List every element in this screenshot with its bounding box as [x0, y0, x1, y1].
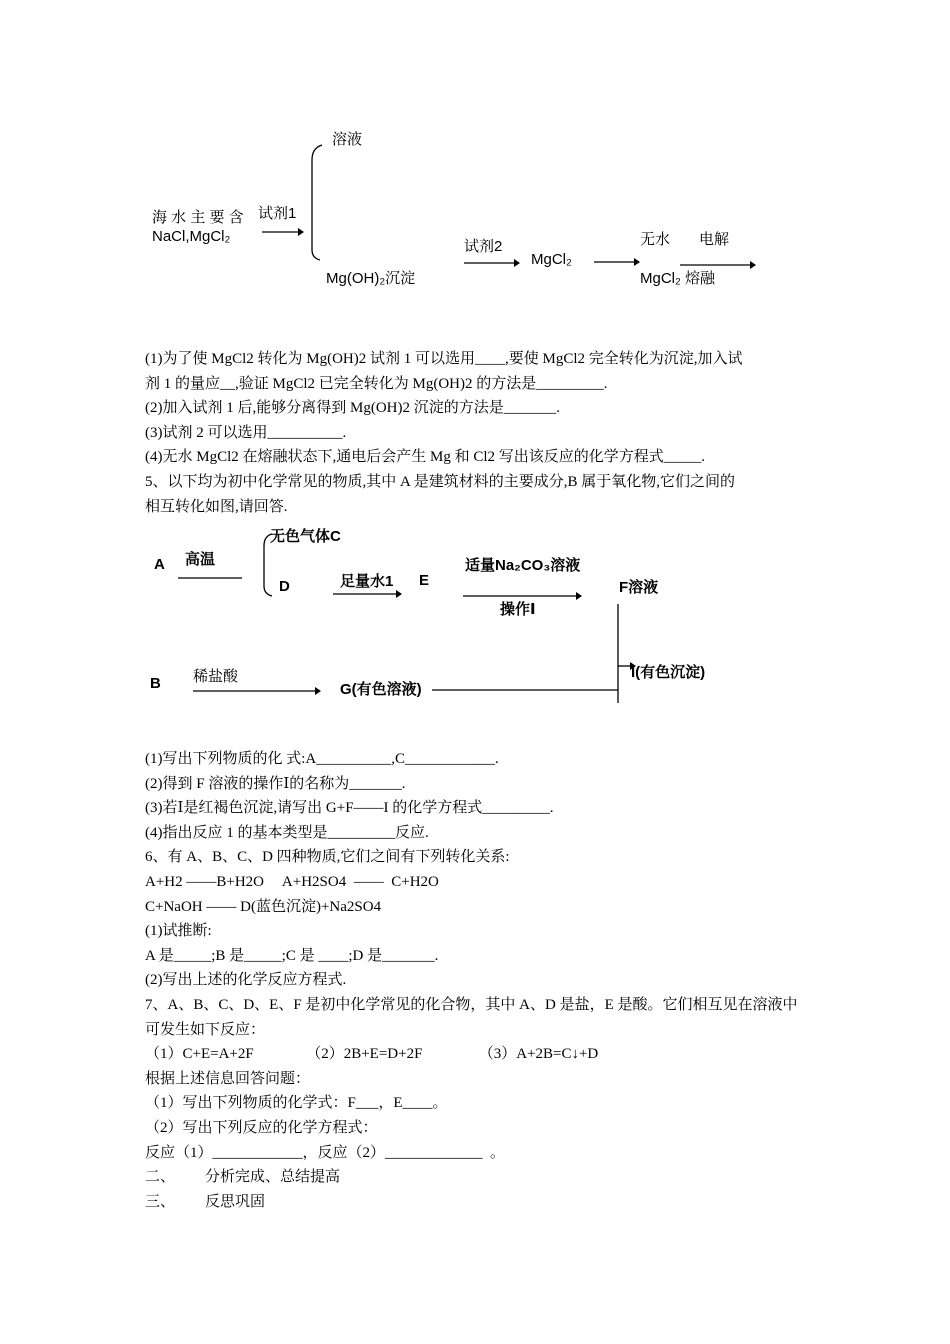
text-line: （2）写出下列反应的化学方程式： — [145, 1119, 378, 1136]
label-B: B — [150, 675, 161, 692]
label-water1: 足量水1 — [340, 573, 394, 590]
text-line: A+H2 ——B+H2O A+H2SO4 —— C+H2O — [145, 873, 439, 890]
text-line: 6、有 A、B、C、D 四种物质,它们之间有下列转化关系: — [145, 849, 510, 866]
label-precipitate: Mg(OH)₂沉淀 — [326, 270, 416, 287]
text-line: 5、以下均为初中化学常见的物质,其中 A 是建筑材料的主要成分,B 属于氧化物,它们之间的 — [145, 473, 736, 490]
label-I: I(有色沉淀) — [631, 664, 706, 681]
questions-block-2 — [145, 747, 810, 1214]
label-A: A — [154, 556, 165, 573]
text-line: (1)试推断: — [145, 923, 212, 940]
label-mgcl2: MgCl₂ — [531, 251, 572, 268]
label-seawater-1: 海 水 主 要 含 — [152, 209, 244, 226]
text-line: 三、 反思巩固 — [145, 1193, 266, 1210]
text-line: (3)若Ⅰ是红褐色沉淀,请写出 G+F——I 的化学方程式_________. — [145, 800, 554, 817]
label-reagent1: 试剂1 — [258, 205, 297, 222]
text-line: 7、A、B、C、D、E、F 是初中化学常见的化合物，其中 A、D 是盐，E 是酸。它们相互见在溶液中 — [145, 996, 798, 1013]
label-dil-hcl: 稀盐酸 — [193, 668, 239, 685]
label-na2co3: 适量Na₂CO₃溶液 — [465, 557, 581, 574]
label-op1: 操作Ⅰ — [500, 601, 536, 618]
text-line: 反应（1）____________，反应（2）_____________ 。 — [145, 1144, 506, 1161]
text-line: (2)得到 F 溶液的操作Ⅰ的名称为_______. — [145, 775, 406, 792]
text-line: (4)指出反应 1 的基本类型是_________反应. — [145, 824, 429, 841]
label-E: E — [419, 572, 430, 589]
label-gas-C: 无色气体C — [270, 528, 341, 545]
text-line: C+NaOH —— D(蓝色沉淀)+Na2SO4 — [145, 898, 382, 915]
text-line: (2)写出上述的化学反应方程式. — [145, 972, 347, 989]
label-solution: 溶液 — [332, 131, 363, 148]
text-line: (1)写出下列物质的化 式:A__________,C____________. — [145, 751, 499, 767]
questions-block-1 — [145, 347, 810, 519]
label-high-temp: 高温 — [185, 551, 216, 568]
text-line: 相互转化如图,请回答. — [145, 498, 288, 515]
text-line: 剂 1 的量应__,验证 MgCl2 已完全转化为 Mg(OH)2 的方法是_________. — [145, 375, 608, 392]
label-anhydrous: 无水 — [640, 231, 671, 248]
label-anhydrous-mgcl2: MgCl₂ 熔融 — [640, 270, 715, 287]
text-line: (3)试剂 2 可以选用__________. — [145, 424, 347, 441]
label-D: D — [279, 578, 290, 595]
text-line: 根据上述信息回答问题： — [145, 1070, 311, 1087]
brace-split — [312, 145, 322, 260]
label-G: G(有色溶液) — [340, 681, 422, 698]
text-line: （1）C+E=A+2F （2）2B+E=D+2F （3）A+2B=C↓+D — [145, 1046, 599, 1063]
label-seawater-2: NaCl,MgCl₂ — [152, 228, 231, 245]
text-line: 二、 分析完成、总结提高 — [145, 1169, 341, 1186]
text-line: (4)无水 MgCl2 在熔融状态下,通电后会产生 Mg 和 Cl2 写出该反应的化学方程式_____. — [145, 449, 706, 466]
label-electrolysis: 电解 — [699, 231, 730, 248]
text-line: 可发生如下反应： — [145, 1021, 266, 1038]
text-line: A 是_____;B 是_____;C 是 ____;D 是_______. — [145, 947, 439, 964]
label-reagent2: 试剂2 — [464, 238, 503, 255]
text-line: (2)加入试剂 1 后,能够分离得到 Mg(OH)2 沉淀的方法是_______. — [145, 400, 560, 417]
text-line: （1）写出下列物质的化学式：F___，E____。 — [145, 1095, 448, 1112]
label-F: F溶液 — [619, 579, 659, 596]
text-line: (1)为了使 MgCl2 转化为 Mg(OH)2 试剂 1 可以选用____,要使 MgCl2 完全转化为沉淀,加入试 — [145, 351, 743, 367]
